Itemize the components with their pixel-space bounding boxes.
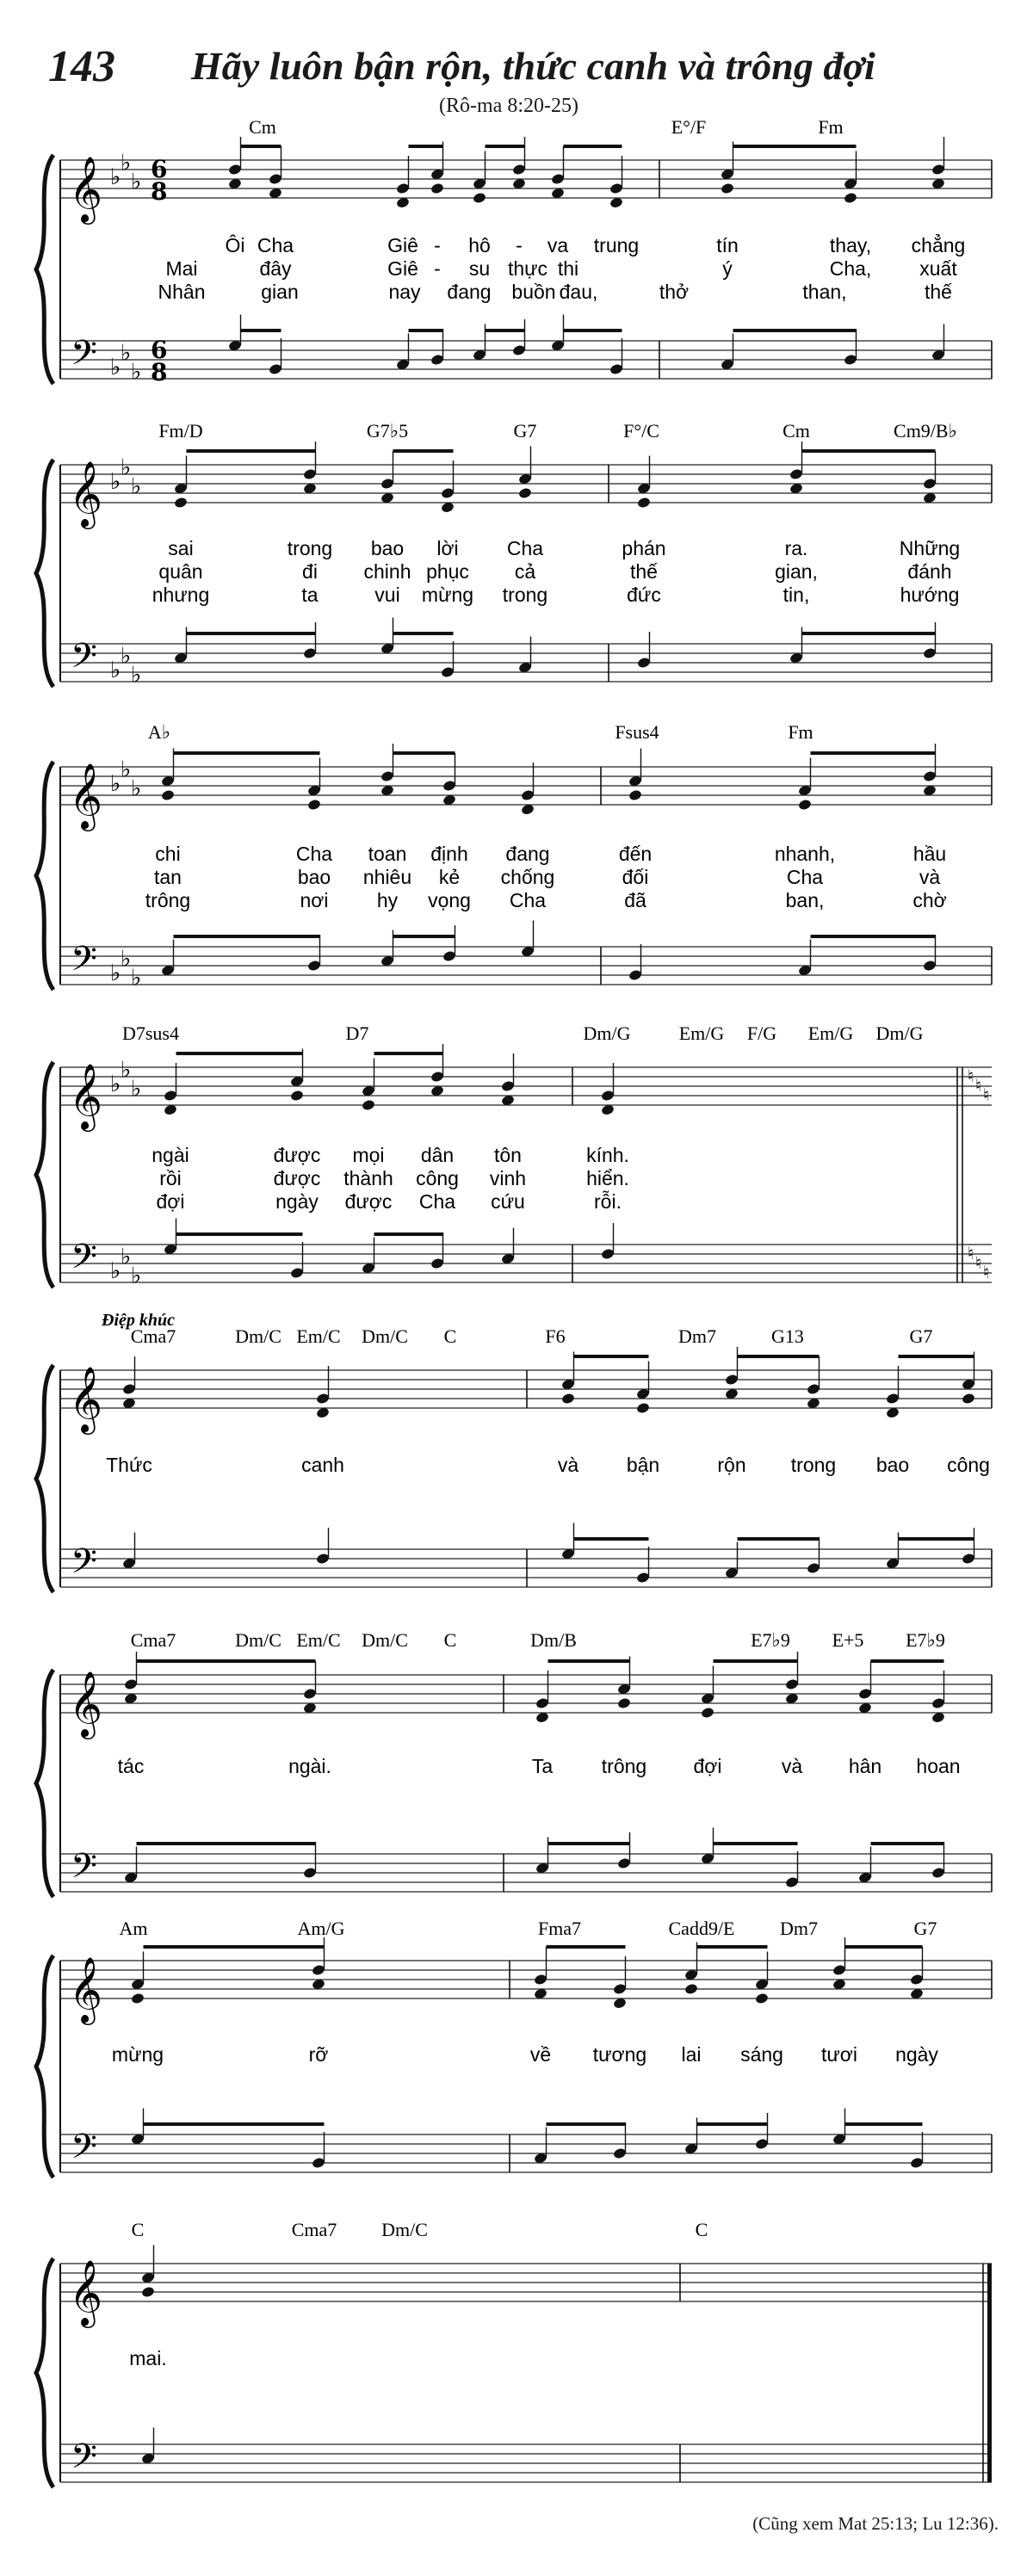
- key-flat-icon: ♭: [110, 1072, 121, 1097]
- lyric-syllable: cả: [514, 560, 536, 583]
- key-flat-icon: ♭: [110, 771, 121, 797]
- key-flat-icon: ♭: [121, 150, 132, 176]
- lyric-syllable: trông: [601, 1755, 647, 1777]
- lyric-syllable: vinh: [489, 1167, 527, 1189]
- lyric-syllable: Cha: [257, 234, 294, 256]
- lyric-syllable: Ôi: [225, 234, 245, 256]
- lyric-syllable: ta: [301, 584, 319, 606]
- lyric-syllable: bao: [370, 537, 405, 559]
- key-flat-icon: ♭: [121, 454, 132, 481]
- chord-symbol: Dm7: [678, 1325, 716, 1347]
- lyric-syllable: đức: [627, 584, 661, 606]
- chord-symbol: Cm: [249, 116, 276, 138]
- lyric-syllable: bao: [297, 866, 331, 888]
- lyric-syllable: kẻ: [438, 866, 461, 888]
- lyric-syllable: chẳng: [911, 234, 966, 256]
- chord-symbol: Em/G: [807, 1022, 854, 1044]
- chord-symbol: Fm: [788, 721, 813, 743]
- treble-clef-icon: 𝄞: [69, 763, 103, 829]
- bass-clef-icon: 𝄢: [71, 333, 97, 381]
- lyric-syllable: toan: [368, 843, 407, 865]
- lyric-syllable: vọng: [428, 889, 471, 911]
- lyric-syllable: dân: [420, 1144, 455, 1166]
- time-signature-denominator: 8: [151, 358, 168, 386]
- chord-symbol: Em/C: [296, 1325, 341, 1347]
- lyric-syllable: mừng: [421, 584, 474, 606]
- chord-symbol: Am: [119, 1918, 148, 1939]
- treble-clef-icon: 𝄞: [69, 1956, 103, 2023]
- system-brace: [36, 155, 53, 384]
- key-natural-icon: ♮: [975, 1075, 982, 1096]
- lyric-syllable: -: [434, 234, 441, 256]
- lyric-syllable: -: [434, 257, 441, 280]
- key-flat-icon: ♭: [121, 1244, 132, 1270]
- lyric-syllable: chờ: [912, 889, 947, 911]
- note-head: [684, 1983, 699, 1996]
- lyric-syllable: Cha: [786, 866, 824, 888]
- lyric-syllable: nơi: [300, 889, 329, 911]
- key-natural-icon: ♮: [975, 1252, 982, 1273]
- lyric-syllable: Thức: [106, 1454, 152, 1476]
- chord-symbol: Cm9/B♭: [894, 420, 957, 442]
- note-head: [430, 182, 445, 195]
- chord-symbol: Cma7: [291, 2219, 337, 2240]
- lyric-syllable: ra.: [784, 537, 808, 559]
- note-head: [628, 789, 643, 802]
- lyric-syllable: lời: [436, 537, 459, 559]
- lyric-syllable: hầu: [912, 843, 947, 865]
- chord-symbol: F/G: [746, 1022, 777, 1044]
- lyric-syllable: đánh: [907, 560, 952, 583]
- chord-symbol: E°/F: [671, 116, 707, 138]
- chord-symbol: E7♭9: [751, 1629, 790, 1651]
- lyric-syllable: nhanh,: [774, 843, 836, 865]
- lyric-syllable: chống: [500, 866, 555, 888]
- lyric-syllable: nay: [388, 281, 421, 303]
- chord-symbol: C: [443, 1325, 457, 1347]
- note-head: [721, 182, 735, 195]
- footnote: (Cũng xem Mat 25:13; Lu 12:36).: [752, 2513, 999, 2534]
- key-flat-icon: ♭: [131, 359, 142, 386]
- lyric-syllable: thi: [557, 257, 579, 280]
- note-head: [636, 1402, 651, 1415]
- time-signature-numerator: 6: [151, 155, 168, 183]
- chord-symbol: Cm: [782, 420, 810, 442]
- key-flat-icon: ♭: [131, 473, 142, 500]
- treble-clef-icon: 𝄞: [69, 1063, 103, 1129]
- lyric-syllable: đang: [447, 281, 492, 303]
- chord-symbol: D7sus4: [121, 1022, 180, 1044]
- chord-symbol: G7♭5: [366, 420, 409, 442]
- lyric-syllable: tươi: [821, 2043, 857, 2066]
- key-natural-icon: ♮: [983, 1262, 990, 1282]
- chord-symbol: Dm/B: [530, 1629, 577, 1651]
- lyric-syllable: Giê: [387, 234, 418, 256]
- key-flat-icon: ♭: [121, 757, 132, 783]
- lyric-syllable: buồn: [511, 281, 556, 303]
- key-flat-icon: ♭: [121, 643, 132, 670]
- lyric-syllable: và: [919, 866, 941, 888]
- key-flat-icon: ♭: [110, 355, 121, 380]
- chord-symbol: A♭: [147, 721, 171, 743]
- key-flat-icon: ♭: [121, 946, 132, 973]
- chord-symbol: Dm/C: [235, 1325, 281, 1347]
- key-flat-icon: ♭: [131, 775, 142, 802]
- key-natural-icon: ♮: [968, 1243, 974, 1263]
- lyric-syllable: thế: [630, 560, 658, 583]
- chord-symbol: Am/G: [297, 1918, 345, 1939]
- lyric-syllable: rộn: [717, 1454, 746, 1476]
- lyric-syllable: va: [547, 234, 569, 256]
- lyric-syllable: bao: [875, 1454, 910, 1476]
- chord-symbol: Cma7: [130, 1325, 176, 1347]
- chord-symbol: Fm: [818, 116, 844, 138]
- lyric-syllable: ngày: [275, 1190, 319, 1213]
- lyric-syllable: ngày: [895, 2043, 938, 2066]
- chord-symbol: D7: [345, 1022, 369, 1044]
- lyric-syllable: -: [516, 234, 523, 256]
- lyric-syllable: đau,: [559, 281, 598, 303]
- time-signature-denominator: 8: [151, 177, 168, 206]
- bass-clef-icon: 𝄢: [71, 2127, 97, 2175]
- key-flat-icon: ♭: [131, 1076, 142, 1103]
- lyric-syllable: tương: [592, 2043, 647, 2066]
- chord-symbol: Dm/C: [235, 1629, 281, 1651]
- note-head: [161, 789, 176, 802]
- lyric-syllable: đối: [622, 866, 649, 888]
- lyric-syllable: trong: [502, 584, 548, 606]
- key-flat-icon: ♭: [121, 340, 132, 367]
- chord-symbol: Dm/C: [362, 1629, 408, 1651]
- lyric-syllable: về: [529, 2043, 552, 2066]
- treble-clef-icon: 𝄞: [69, 460, 103, 527]
- note-head: [141, 2286, 156, 2299]
- key-flat-icon: ♭: [131, 169, 142, 195]
- lyric-syllable: tan: [154, 866, 182, 888]
- lyric-syllable: trung: [593, 234, 640, 256]
- lyric-syllable: đợi: [156, 1190, 185, 1213]
- lyric-syllable: đây: [259, 257, 292, 280]
- lyric-syllable: Những: [899, 537, 961, 559]
- note-head: [962, 1393, 976, 1405]
- chord-symbol: Dm/C: [381, 2219, 428, 2240]
- lyric-syllable: thế: [925, 281, 952, 303]
- note-head: [174, 497, 189, 510]
- lyric-syllable: tin,: [782, 584, 810, 606]
- lyric-syllable: lai: [681, 2043, 702, 2066]
- lyric-syllable: rồi: [159, 1167, 182, 1189]
- chord-symbol: G7: [909, 1325, 933, 1347]
- time-signature-numerator: 6: [151, 336, 168, 364]
- note-head: [561, 1393, 576, 1405]
- lyric-syllable: nhưng: [152, 584, 210, 606]
- key-flat-icon: ♭: [131, 1263, 142, 1289]
- lyric-syllable: trông: [145, 889, 191, 911]
- lyric-syllable: hy: [376, 889, 399, 911]
- lyric-syllable: ngài.: [288, 1755, 331, 1777]
- lyric-syllable: Cha: [418, 1190, 456, 1213]
- lyric-syllable: hiển.: [586, 1167, 629, 1189]
- lyric-syllable: tôn: [494, 1144, 522, 1166]
- chord-symbol: Cma7: [130, 1629, 176, 1651]
- key-flat-icon: ♭: [131, 662, 142, 689]
- hymn-title: Hãy luôn bận rộn, thức canh và trông đợi: [191, 44, 875, 88]
- lyric-syllable: Nhân: [158, 281, 206, 303]
- lyric-syllable: Cha: [295, 843, 333, 865]
- lyric-syllable: hân: [848, 1755, 882, 1777]
- note-head: [290, 1090, 305, 1103]
- lyric-syllable: được: [273, 1144, 321, 1166]
- lyric-syllable: rỡ: [308, 2043, 329, 2066]
- scripture-reference: (Rô-ma 8:20-25): [439, 95, 578, 117]
- lyric-syllable: bận: [626, 1454, 660, 1476]
- chord-symbol: Fsus4: [615, 721, 659, 743]
- system-brace: [36, 460, 53, 687]
- system-brace: [36, 1365, 53, 1592]
- lyric-syllable: phục: [426, 560, 469, 583]
- lyric-syllable: ban,: [785, 889, 825, 911]
- lyric-syllable: đến: [618, 843, 653, 865]
- bass-clef-icon: 𝄢: [71, 1541, 97, 1590]
- bass-clef-icon: 𝄢: [71, 636, 97, 684]
- chord-symbol: C: [443, 1629, 457, 1651]
- lyric-syllable: cứu: [491, 1190, 525, 1213]
- lyric-syllable: Giê: [387, 257, 418, 280]
- lyric-syllable: mừng: [111, 2043, 164, 2066]
- chord-symbol: E+5: [832, 1629, 864, 1651]
- lyric-syllable: mọi: [352, 1144, 385, 1166]
- key-flat-icon: ♭: [110, 469, 121, 495]
- lyric-syllable: được: [344, 1190, 393, 1213]
- lyric-syllable: gian,: [775, 560, 818, 583]
- lyric-syllable: chinh: [363, 560, 411, 583]
- note-head: [518, 487, 533, 500]
- lyric-syllable: Mai: [165, 257, 198, 280]
- system-brace: [36, 762, 53, 990]
- note-head: [131, 1992, 145, 2005]
- chord-symbol: Em/G: [678, 1022, 725, 1044]
- lyric-syllable: rỗi.: [594, 1190, 622, 1213]
- bass-clef-icon: 𝄢: [71, 1237, 97, 1285]
- lyric-syllable: trong: [287, 537, 333, 559]
- refrain-label: Điệp khúc: [102, 1311, 175, 1330]
- lyric-syllable: nhiêu: [362, 866, 412, 888]
- chord-symbol: Dm/C: [362, 1325, 408, 1347]
- note-head: [755, 1992, 770, 2005]
- bass-clef-icon: 𝄢: [71, 2437, 97, 2485]
- lyric-syllable: đợi: [693, 1755, 722, 1777]
- key-flat-icon: ♭: [110, 164, 121, 190]
- lyric-syllable: chi: [155, 843, 181, 865]
- lyric-syllable: mai.: [129, 2347, 167, 2369]
- lyric-syllable: được: [273, 1167, 321, 1189]
- lyric-syllable: đang: [505, 843, 550, 865]
- lyric-syllable: thành: [343, 1167, 393, 1189]
- key-flat-icon: ♭: [110, 961, 121, 986]
- chord-symbol: C: [131, 2219, 145, 2240]
- chord-symbol: C: [695, 2219, 708, 2240]
- lyric-syllable: định: [430, 843, 468, 865]
- treble-clef-icon: 𝄞: [69, 1366, 103, 1432]
- key-natural-icon: ♮: [968, 1066, 974, 1086]
- system-brace: [36, 2258, 53, 2487]
- lyric-syllable: đi: [302, 560, 318, 583]
- chord-symbol: F°/C: [623, 420, 659, 442]
- note-head: [362, 1099, 376, 1112]
- lyric-syllable: than,: [802, 281, 847, 303]
- lyric-syllable: công: [416, 1167, 459, 1189]
- hymn-number: 143: [48, 42, 115, 91]
- lyric-syllable: sai: [168, 537, 194, 559]
- lyric-syllable: hướng: [900, 584, 960, 606]
- chord-symbol: Fma7: [537, 1918, 582, 1939]
- lyric-syllable: hô: [468, 234, 491, 256]
- key-flat-icon: ♭: [110, 658, 121, 683]
- lyric-syllable: thở: [659, 281, 690, 303]
- chord-symbol: G7: [913, 1918, 937, 1939]
- lyric-syllable: gian: [261, 281, 299, 303]
- lyric-syllable: phán: [622, 537, 666, 559]
- note-head: [617, 1697, 632, 1710]
- system-brace: [36, 1062, 53, 1288]
- lyric-syllable: hoan: [916, 1755, 961, 1777]
- lyric-syllable: và: [557, 1454, 579, 1476]
- lyric-syllable: Cha,: [829, 257, 872, 280]
- note-head: [307, 799, 322, 812]
- lyric-syllable: trong: [790, 1454, 837, 1476]
- chord-symbol: G7: [513, 420, 537, 442]
- chord-symbol: F6: [545, 1325, 566, 1347]
- lyric-syllable: Ta: [531, 1755, 554, 1777]
- bass-clef-icon: 𝄢: [71, 939, 97, 987]
- lyric-syllable: thay,: [829, 234, 872, 256]
- chord-symbol: Fm/D: [158, 420, 203, 442]
- lyric-syllable: ngài: [152, 1144, 189, 1166]
- key-flat-icon: ♭: [121, 1057, 132, 1084]
- lyric-syllable: thực: [507, 257, 548, 280]
- key-flat-icon: ♭: [110, 1258, 121, 1284]
- system-brace: [36, 1670, 53, 1897]
- lyric-syllable: công: [947, 1454, 990, 1476]
- note-head: [473, 192, 487, 205]
- final-barline-thick: [987, 2264, 992, 2482]
- lyric-syllable: tín: [716, 234, 739, 256]
- treble-clef-icon: 𝄞: [69, 156, 103, 222]
- lyric-syllable: đã: [624, 889, 646, 911]
- lyric-syllable: canh: [301, 1454, 344, 1476]
- lyric-syllable: sáng: [740, 2043, 783, 2066]
- chord-symbol: Dm/G: [875, 1022, 924, 1044]
- note-head: [798, 799, 813, 812]
- lyric-syllable: và: [781, 1755, 803, 1777]
- lyric-syllable: quân: [158, 560, 203, 583]
- key-natural-icon: ♮: [983, 1084, 990, 1105]
- lyric-syllable: xuất: [919, 257, 957, 280]
- lyric-syllable: vui: [374, 584, 400, 606]
- lyric-syllable: su: [468, 257, 491, 280]
- note-head: [844, 192, 858, 205]
- note-head: [637, 497, 652, 510]
- note-head: [701, 1707, 715, 1720]
- chord-symbol: Em/C: [296, 1629, 341, 1651]
- system-brace: [36, 1955, 53, 2178]
- lyric-syllable: Cha: [506, 537, 544, 559]
- lyric-syllable: tác: [117, 1755, 145, 1777]
- treble-clef-icon: 𝄞: [69, 1671, 103, 1737]
- lyric-syllable: kính.: [586, 1144, 629, 1166]
- chord-symbol: Dm7: [780, 1918, 818, 1939]
- bass-clef-icon: 𝄢: [71, 1846, 97, 1894]
- chord-symbol: Cadd9/E: [668, 1918, 735, 1939]
- chord-symbol: Dm/G: [583, 1022, 631, 1044]
- chord-symbol: E7♭9: [906, 1629, 945, 1651]
- lyric-syllable: Cha: [509, 889, 547, 911]
- treble-clef-icon: 𝄞: [69, 2259, 103, 2326]
- lyric-syllable: ý: [722, 257, 733, 280]
- key-flat-icon: ♭: [131, 965, 142, 991]
- chord-symbol: G13: [771, 1325, 804, 1347]
